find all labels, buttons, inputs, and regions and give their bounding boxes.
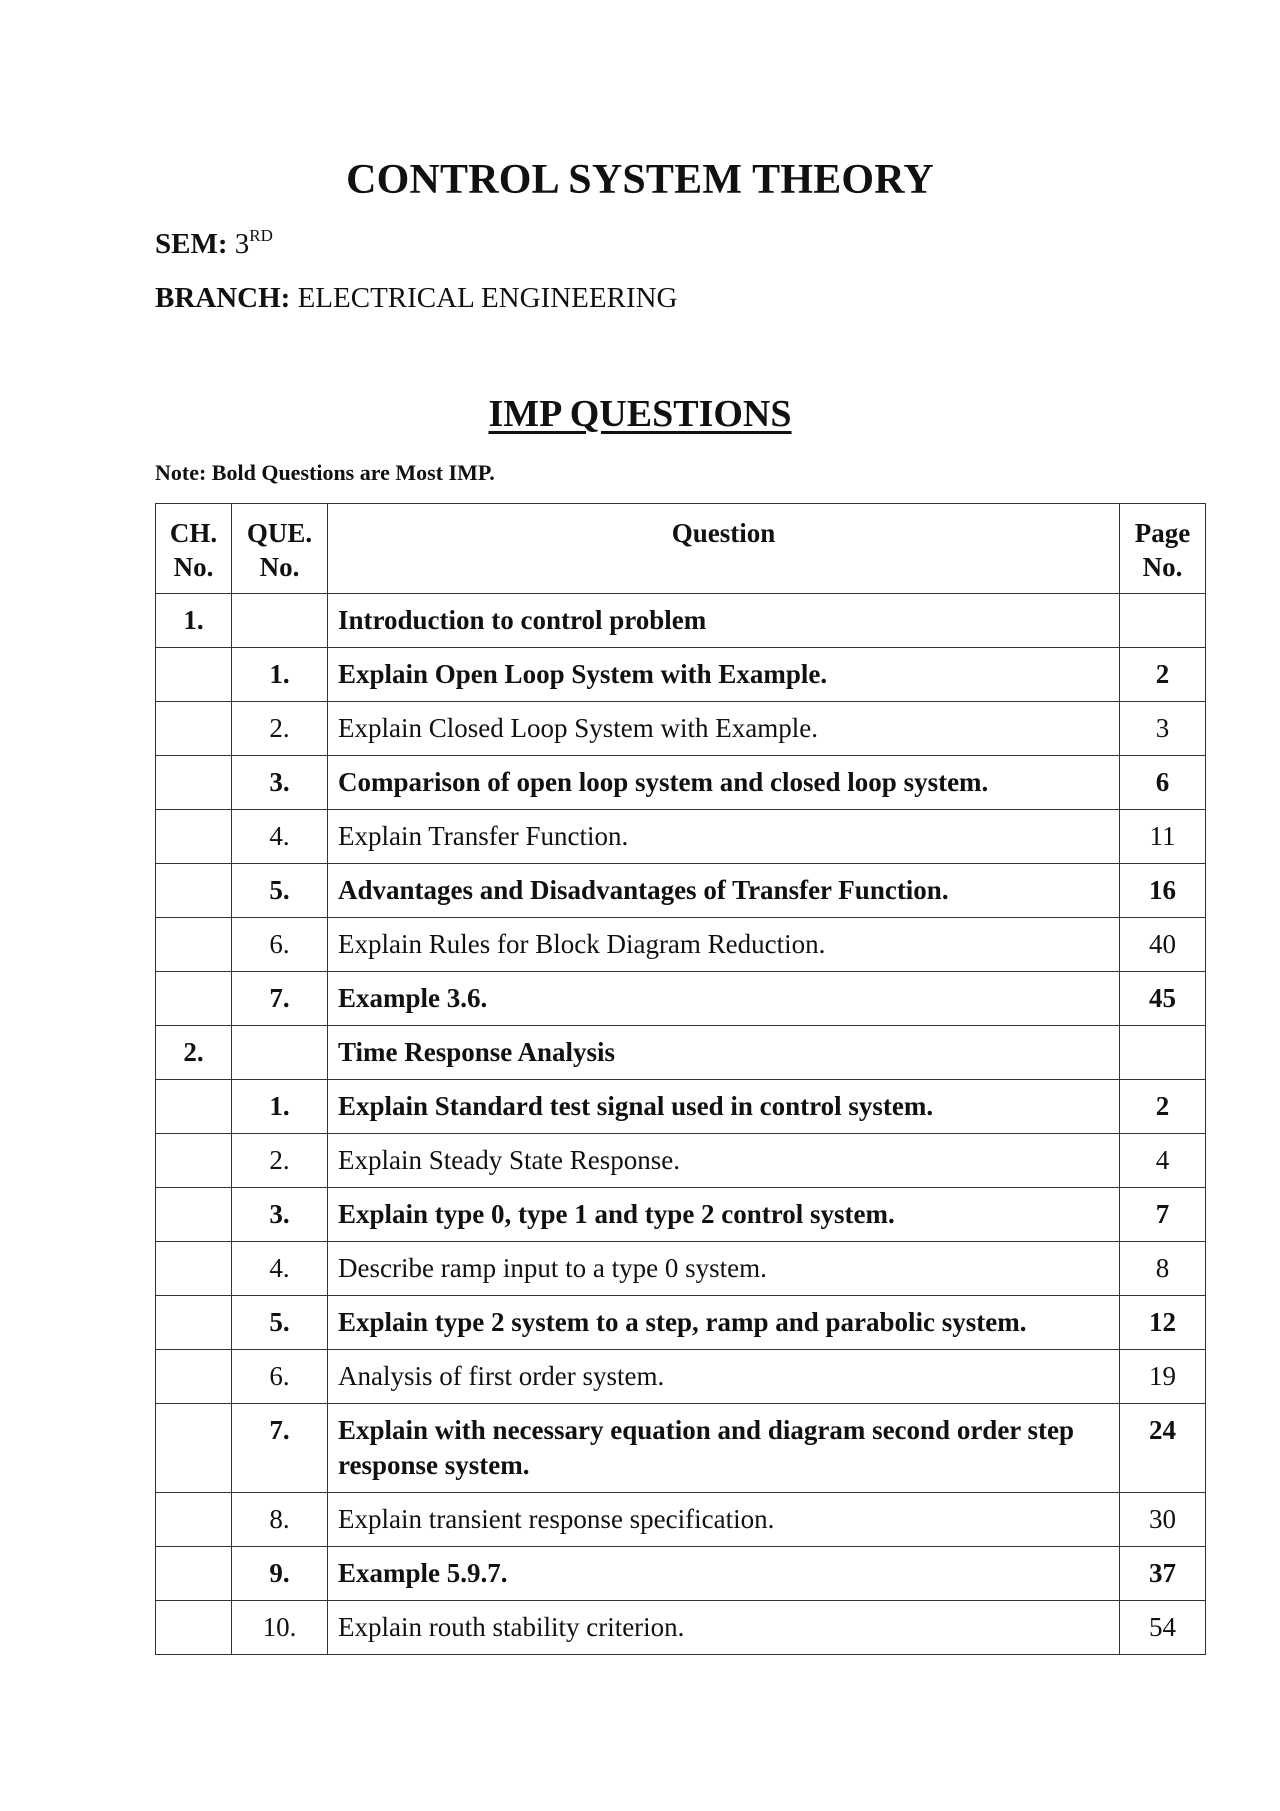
question-text-cell: Introduction to control problem xyxy=(328,594,1120,648)
page-no-cell: 54 xyxy=(1120,1601,1206,1655)
question-no-cell: 7. xyxy=(232,1404,328,1493)
sem-label: SEM: xyxy=(155,228,228,260)
header-question: Question xyxy=(328,504,1120,594)
table-header-row xyxy=(156,504,1206,594)
question-text-cell: Explain Rules for Block Diagram Reduction. xyxy=(328,918,1120,972)
question-no-cell: 6. xyxy=(232,918,328,972)
question-text-cell: Explain type 0, type 1 and type 2 control system. xyxy=(328,1188,1120,1242)
page-no-cell: 16 xyxy=(1120,864,1206,918)
chapter-no-cell xyxy=(156,972,232,1026)
table-row xyxy=(156,1404,1206,1493)
chapter-no-cell xyxy=(156,810,232,864)
questions-table xyxy=(155,503,1206,1655)
table-row xyxy=(156,1601,1206,1655)
question-text-cell: Explain type 2 system to a step, ramp and parabolic system. xyxy=(328,1296,1120,1350)
table-row xyxy=(156,1188,1206,1242)
question-text-cell: Explain Transfer Function. xyxy=(328,810,1120,864)
chapter-no-cell xyxy=(156,1242,232,1296)
page-no-cell: 12 xyxy=(1120,1296,1206,1350)
question-no-cell: 9. xyxy=(232,1547,328,1601)
header-chapter-no: CH. No. xyxy=(156,504,232,594)
page-no-cell: 45 xyxy=(1120,972,1206,1026)
page-no-cell: 11 xyxy=(1120,810,1206,864)
table-row xyxy=(156,1134,1206,1188)
page-no-cell: 2 xyxy=(1120,648,1206,702)
question-no-cell: 4. xyxy=(232,1242,328,1296)
question-no-cell: 8. xyxy=(232,1493,328,1547)
table-row xyxy=(156,810,1206,864)
question-no-cell: 2. xyxy=(232,702,328,756)
question-no-cell: 1. xyxy=(232,648,328,702)
chapter-no-cell xyxy=(156,1350,232,1404)
table-row xyxy=(156,1350,1206,1404)
chapter-no-cell xyxy=(156,756,232,810)
table-row xyxy=(156,1242,1206,1296)
chapter-row xyxy=(156,1026,1206,1080)
chapter-row xyxy=(156,594,1206,648)
header-page-no: Page No. xyxy=(1120,504,1206,594)
chapter-no-cell xyxy=(156,864,232,918)
question-text-cell: Advantages and Disadvantages of Transfer Function. xyxy=(328,864,1120,918)
question-no-cell: 10. xyxy=(232,1601,328,1655)
table-row xyxy=(156,972,1206,1026)
table-row xyxy=(156,864,1206,918)
table-row xyxy=(156,702,1206,756)
table-row xyxy=(156,1296,1206,1350)
question-no-cell: 6. xyxy=(232,1350,328,1404)
section-title: IMP QUESTIONS xyxy=(488,393,792,435)
table-row xyxy=(156,1547,1206,1601)
question-no-cell: 5. xyxy=(232,1296,328,1350)
note: Note: Bold Questions are Most IMP. xyxy=(155,460,495,485)
chapter-no-cell xyxy=(156,1296,232,1350)
page-no-cell: 3 xyxy=(1120,702,1206,756)
chapter-no-cell xyxy=(156,918,232,972)
question-text-cell: Explain with necessary equation and diagram second order step response system. xyxy=(328,1404,1120,1493)
question-text-cell: Explain Steady State Response. xyxy=(328,1134,1120,1188)
question-text-cell: Example 3.6. xyxy=(328,972,1120,1026)
questions-table-body xyxy=(156,594,1206,1655)
question-no-cell: 3. xyxy=(232,1188,328,1242)
table-row xyxy=(156,756,1206,810)
question-text-cell: Analysis of first order system. xyxy=(328,1350,1120,1404)
question-no-cell xyxy=(232,594,328,648)
question-no-cell: 4. xyxy=(232,810,328,864)
question-no-cell xyxy=(232,1026,328,1080)
question-no-cell: 5. xyxy=(232,864,328,918)
table-row xyxy=(156,648,1206,702)
question-text-cell: Describe ramp input to a type 0 system. xyxy=(328,1242,1120,1296)
question-text-cell: Comparison of open loop system and closed loop system. xyxy=(328,756,1120,810)
sem-value: 3 xyxy=(234,228,250,260)
page-no-cell: 37 xyxy=(1120,1547,1206,1601)
question-no-cell: 2. xyxy=(232,1134,328,1188)
page-no-cell: 2 xyxy=(1120,1080,1206,1134)
branch-value: ELECTRICAL ENGINEERING xyxy=(297,282,678,314)
table-row xyxy=(156,1493,1206,1547)
header-question-no: QUE. No. xyxy=(232,504,328,594)
page-no-cell: 30 xyxy=(1120,1493,1206,1547)
chapter-no-cell xyxy=(156,1080,232,1134)
chapter-no-cell: 2. xyxy=(156,1026,232,1080)
page-no-cell: 4 xyxy=(1120,1134,1206,1188)
chapter-no-cell xyxy=(156,1134,232,1188)
chapter-no-cell xyxy=(156,1493,232,1547)
branch-line xyxy=(155,282,677,315)
table-row xyxy=(156,918,1206,972)
page-no-cell: 7 xyxy=(1120,1188,1206,1242)
page-no-cell: 19 xyxy=(1120,1350,1206,1404)
question-no-cell: 3. xyxy=(232,756,328,810)
chapter-no-cell xyxy=(156,1547,232,1601)
sem-suffix: RD xyxy=(249,226,273,245)
chapter-no-cell xyxy=(156,1601,232,1655)
page-no-cell: 40 xyxy=(1120,918,1206,972)
question-no-cell: 7. xyxy=(232,972,328,1026)
question-text-cell: Explain routh stability criterion. xyxy=(328,1601,1120,1655)
branch-label: BRANCH: xyxy=(155,282,291,314)
page-title: CONTROL SYSTEM THEORY xyxy=(346,157,934,203)
chapter-no-cell: 1. xyxy=(156,594,232,648)
page-no-cell: 24 xyxy=(1120,1404,1206,1493)
chapter-no-cell xyxy=(156,1188,232,1242)
chapter-no-cell xyxy=(156,1404,232,1493)
question-text-cell: Example 5.9.7. xyxy=(328,1547,1120,1601)
chapter-no-cell xyxy=(156,648,232,702)
question-text-cell: Explain Open Loop System with Example. xyxy=(328,648,1120,702)
page-no-cell xyxy=(1120,594,1206,648)
question-text-cell: Time Response Analysis xyxy=(328,1026,1120,1080)
question-text-cell: Explain Standard test signal used in control system. xyxy=(328,1080,1120,1134)
question-no-cell: 1. xyxy=(232,1080,328,1134)
table-row xyxy=(156,1080,1206,1134)
page-no-cell xyxy=(1120,1026,1206,1080)
semester-line xyxy=(155,228,273,261)
chapter-no-cell xyxy=(156,702,232,756)
question-text-cell: Explain Closed Loop System with Example. xyxy=(328,702,1120,756)
page-no-cell: 8 xyxy=(1120,1242,1206,1296)
page-no-cell: 6 xyxy=(1120,756,1206,810)
question-text-cell: Explain transient response specification. xyxy=(328,1493,1120,1547)
